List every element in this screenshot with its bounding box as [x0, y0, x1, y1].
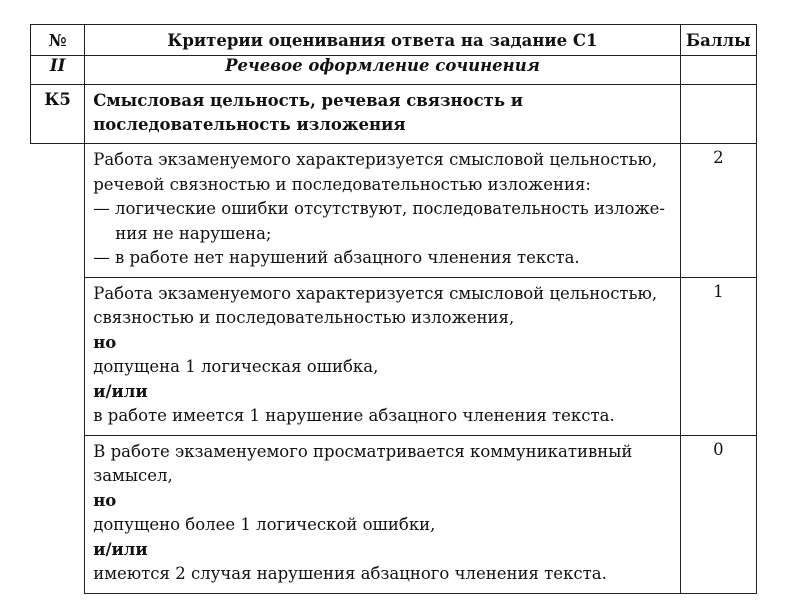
section-score-empty	[680, 56, 756, 85]
level-keyword: и/или	[93, 381, 148, 401]
criterion-row	[31, 85, 757, 144]
section-num: II	[31, 56, 85, 85]
level-score: 1	[680, 277, 756, 435]
level-keyword: но	[93, 490, 117, 510]
level-keyword: и/или	[93, 539, 148, 559]
level-description	[85, 435, 680, 593]
level-condition: допущена 1 логическая ошибка,	[93, 357, 379, 376]
level-num-empty	[31, 144, 85, 594]
level-condition: в работе имеется 1 нарушение абзацного членения текста.	[93, 406, 615, 425]
level-intro: В работе экзаменуемого просматривается коммуникативный замысел,	[93, 441, 633, 485]
criterion-code: К5	[31, 85, 85, 144]
header-num: №	[31, 25, 85, 56]
level-condition: имеются 2 случая нарушения абзацного членения текста.	[93, 564, 607, 583]
criterion-title: Смысловая цельность, речевая связность и последовательность изложения	[85, 85, 680, 144]
criteria-table	[30, 24, 757, 594]
level-row	[31, 144, 757, 278]
level-keyword: но	[93, 332, 117, 352]
level-score: 2	[680, 144, 756, 278]
level-intro: Работа экзаменуемого характеризуется смысловой цельностью, связностью и последовательностью изложения,	[93, 283, 658, 327]
level-row	[31, 435, 757, 593]
level-intro: Работа экзаменуемого характеризуется смысловой цельностью, речевой связностью и последовательностью изложения:	[93, 150, 658, 194]
level-score: 0	[680, 435, 756, 593]
header-score: Баллы	[680, 25, 756, 56]
level-description	[85, 277, 680, 435]
level-row	[31, 277, 757, 435]
level-description	[85, 144, 680, 278]
section-title: Речевое оформление сочинения	[85, 56, 680, 85]
section-row	[31, 56, 757, 85]
level-bullet: — логические ошибки отсутствуют, последовательность изложе-ния не нарушена;	[93, 199, 665, 243]
header-criteria: Критерии оценивания ответа на задание С1	[85, 25, 680, 56]
criterion-score-empty	[680, 85, 756, 144]
header-row	[31, 25, 757, 56]
level-condition: допущено более 1 логической ошибки,	[93, 515, 436, 534]
level-bullet: — в работе нет нарушений абзацного членения текста.	[93, 248, 580, 267]
